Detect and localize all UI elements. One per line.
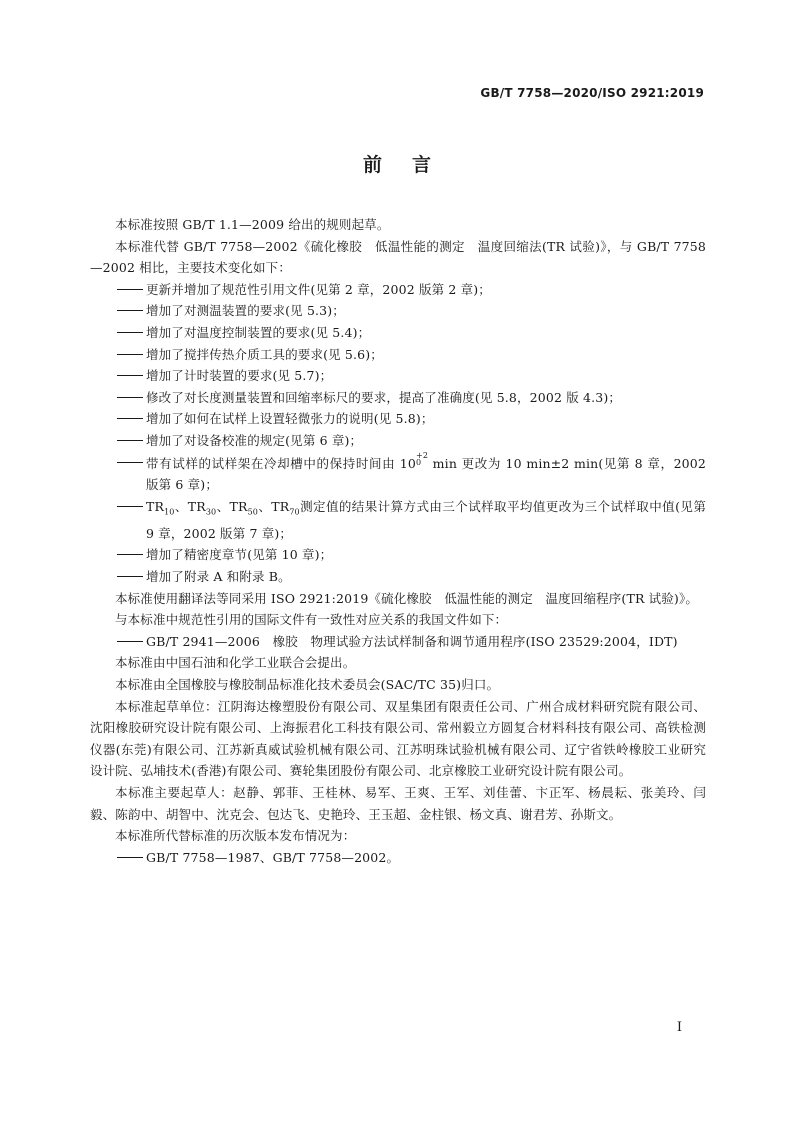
paragraph-centralized-by: 本标准由全国橡胶与橡胶制品标准化技术委员会(SAC/TC 35)归口。 <box>115 676 500 692</box>
paragraph-history: 本标准所代替标准的历次版本发布情况为： <box>115 828 356 844</box>
list-item: 更新并增加了规范性引用文件(见第 2 章，2002 版第 2 章)； <box>146 281 491 297</box>
document-body <box>90 214 706 868</box>
list-item: GB/T 2941—2006 橡胶 物理试验方法试样制备和调节通用程序(ISO 23529:2004，IDT) <box>146 633 678 649</box>
list-item: 增加了计时装置的要求(见 5.7)； <box>146 368 333 384</box>
list-item: 增加了精密度章节(见第 10 章)； <box>146 547 333 563</box>
list-item: 增加了搅拌传热介质工具的要求(见 5.6)； <box>146 346 383 362</box>
standard-code: GB/T 7758—2020/ISO 2921:2019 <box>480 86 704 100</box>
list-item: 增加了对设备校准的规定(见第 6 章)； <box>146 432 363 448</box>
page-number: I <box>676 1020 682 1035</box>
paragraph-proposed-by: 本标准由中国石油和化学工业联合会提出。 <box>115 655 356 671</box>
paragraph-replaces: 本标准代替 GB/T 7758—2002《硫化橡胶 低温性能的测定 温度回缩法(TR 试验)》，与 GB/T 7758—2002 相比，主要技术变化如下： <box>90 238 706 276</box>
list-item: 增加了对温度控制装置的要求(见 5.4)； <box>146 324 371 340</box>
list-item: GB/T 7758—1987、GB/T 7758—2002。 <box>146 849 400 865</box>
list-item: 带有试样的试样架在冷却槽中的保持时间由 10 +2 0 min 更改为 10 min±2 min(见第 8 章，2002 版第 6 章)； <box>146 450 706 493</box>
list-item: 增加了对测温装置的要求(见 5.3)； <box>146 303 345 319</box>
list-item: 修改了对长度测量装置和回缩率标尺的要求，提高了准确度(见 5.8，2002 版 4.3)； <box>146 389 621 405</box>
paragraph-drafting-units: 本标准起草单位：江阴海达橡塑股份有限公司、双星集团有限责任公司、广州合成材料研究院有限公司、沈阳橡胶研究设计院有限公司、上海振君化工科技有限公司、常州毅立方圆复合材料科技有限公司、高铁检测仪器(东莞)有限公司、江苏新真威试验机械有限公司、江苏明珠试验机械有限公司、辽宁省铁岭橡胶工业研究设计院、弘埔技术(香港)有限公司、赛轮集团股份有限公司、北京橡胶工业研究设计院有限公司。 <box>90 698 706 779</box>
list-item: 增加了如何在试样上设置轻微张力的说明(见 5.8)； <box>146 411 434 427</box>
list-item: 增加了附录 A 和附录 B。 <box>146 569 291 584</box>
list-item: $TR_{10}$、$TR_{30}$、$TR_{50}$、$TR_{70}$测定值的结果计算方式由三个试样取平均值更改为三个试样取中值(见第 9 章，2002 版第 7 章)； <box>146 498 706 541</box>
page-title: 前言 <box>362 154 461 176</box>
paragraph-correspondence: 与本标准中规范性引用的国际文件有一致性对应关系的我国文件如下： <box>115 612 508 628</box>
paragraph-drafters: 本标准主要起草人：赵静、郭菲、王桂林、易军、王爽、王军、刘佳蕾、卞正军、杨晨耘、张美玲、闫毅、陈韵中、胡智中、沈克会、包达飞、史艳玲、王玉超、金柱银、杨文真、谢君芳、孙斯文。 <box>90 784 706 822</box>
tolerance-superscript: +2 0 <box>415 450 429 467</box>
changes-list <box>90 279 706 588</box>
paragraph-adoption: 本标准使用翻译法等同采用 ISO 2921:2019《硫化橡胶 低温性能的测定 温度回缩程序(TR 试验)》。 <box>115 590 699 606</box>
paragraph-drafting-rule: 本标准按照 GB/T 1.1—2009 给出的规则起草。 <box>115 217 390 232</box>
